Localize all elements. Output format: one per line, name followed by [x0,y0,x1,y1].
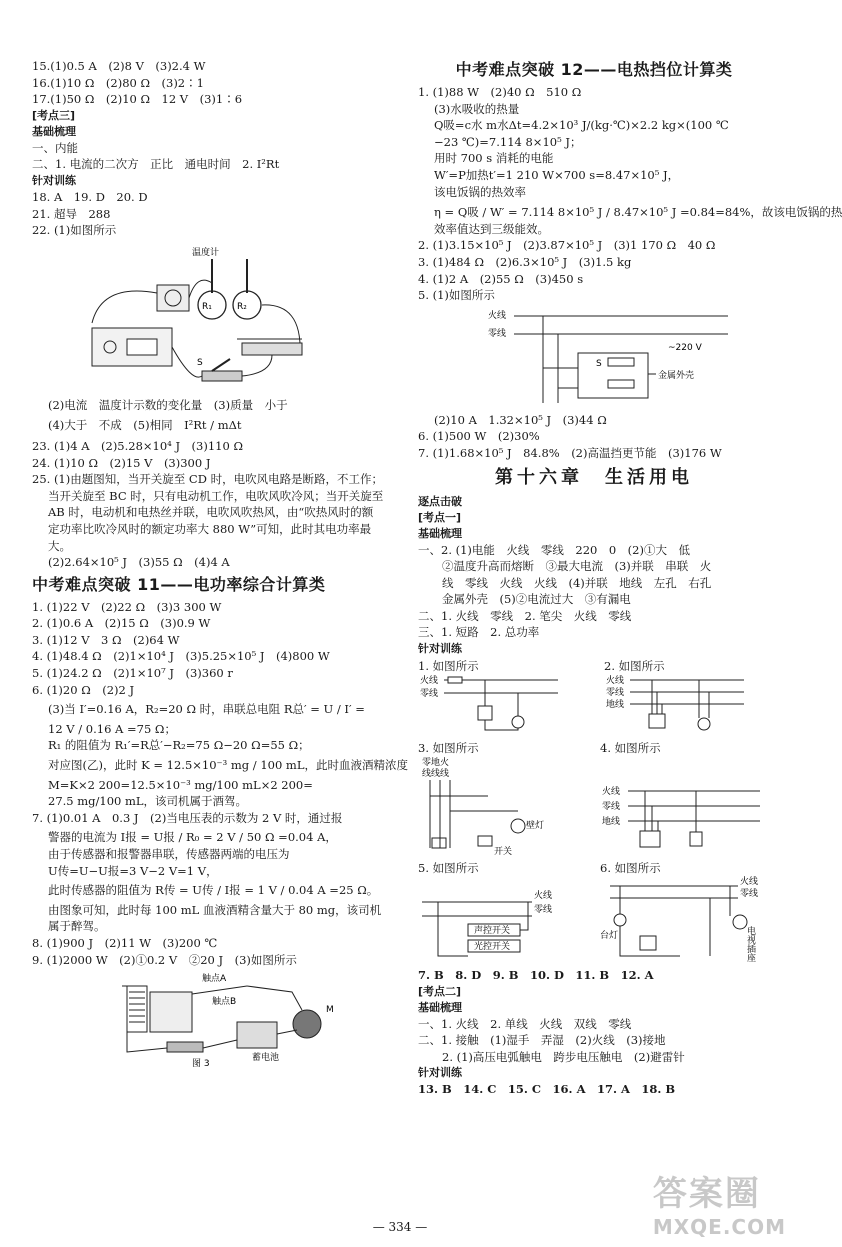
answer-line: ②温度升高而熔断 ③最大电流 (3)并联 串联 火 [442,559,712,574]
wiring-diagram [418,876,568,962]
answer-line: 15.(1)0.5 A (2)8 V (3)2.4 W [32,59,206,73]
chapter-title: 第十六章 生活用电 [495,466,693,488]
figure-label: 6. 如图所示 [600,861,661,876]
watermark-url: MXQE.COM [652,1215,786,1239]
svg-text:S: S [596,358,602,369]
fire-wire-label: 火线 [602,787,621,798]
section-tag: [考点一] [418,510,462,524]
zero-wire-label: 零线 [534,905,553,916]
answer-line: 二、1. 火线 零线 2. 笔尖 火线 零线 [418,608,632,623]
wiring-figure-4 [600,741,770,859]
answer-line: 警器的电流为 I报 = U报 / R₀ = 2 V / 50 Ω =0.04 A， [48,830,337,845]
section-tag: [考点二] [418,984,462,998]
battery-label: 蓄电池 [252,1053,280,1064]
svg-text:S: S [197,357,203,368]
figure-label: 1. 如图所示 [418,659,479,674]
wiring-figure-6 [600,861,770,965]
answer-line: 12 V / 0.16 A =75 Ω； [48,721,176,736]
answer-line: (2)2.64×10⁵ J (3)55 Ω (4)4 A [48,555,230,570]
answer-line: (4)大于 不成 (5)相同 I²Rt / mΔt [48,418,242,433]
answer-line: 2. (1)高压电弧触电 跨步电压触电 (2)避雷针 [442,1049,685,1064]
figure-row-2 [418,741,770,859]
ground-wire-label: 地线 [602,817,621,828]
answer-line: 7. (1)1.68×10⁵ J 84.8% (2)高温挡更节能 (3)176 W [418,445,722,460]
circuit-diagram [32,243,332,393]
subsection-title: 逐点击破 [418,494,462,508]
answer-line: 1. (1)88 W (2)40 Ω 510 Ω [418,85,582,99]
subsection-title: 针对训练 [418,642,462,656]
page-number: — 334 — [372,1220,428,1234]
answer-line: −23 ℃)=7.114 8×10⁵ J； [434,134,582,149]
answer-line: 3. (1)12 V 3 Ω (2)64 W [32,632,180,647]
wire-labels: 零地火 [422,758,450,769]
figure-label: 4. 如图所示 [600,741,661,756]
answer-line: 6. (1)20 Ω (2)2 J [32,682,135,697]
right-column [418,58,842,1098]
answer-line: 6. (1)500 W (2)30% [418,429,540,444]
fire-wire-label: 火线 [606,676,625,687]
answer-line: 一、1. 火线 2. 单线 火线 双线 零线 [418,1016,632,1031]
answer-line: 二、1. 电流的二次方 正比 通电时间 2. I²Rt [32,157,280,172]
answer-line: 24. (1)10 Ω (2)15 V (3)300 J [32,455,211,470]
section-heading: 中考难点突破 11——电功率综合计算类 [32,574,326,594]
contact-b-label: 触点B [212,997,237,1008]
answer-paragraph: 25. (1)由题图知，当开关旋至 CD 时，电吹风电路是断路，不工作；当开关旋至 BC 时，只有电动机工作，电吹风吹冷风；当开关旋至 AB 时，电动机和电热丝并联，电吹风吹热风，由“吹热风时的额定功率比吹冷风时的额定功率大 880 W”可知，此时其电功率最大。 [32,472,384,553]
watermark-logo: 答案圈 [652,1174,761,1214]
figure-row-3 [418,861,770,965]
subsection-title: 针对训练 [32,173,76,187]
figure-label: 2. 如图所示 [604,659,665,674]
circuit-figure-3 [32,972,384,1068]
answer-line: Q吸=c水 m水Δt=4.2×10³ J/(kg·℃)×2.2 kg×(100 ℃ [434,118,729,133]
section-tag: [考点三] [32,108,76,122]
subsection-title: 基础梳理 [32,124,76,138]
zero-wire-label: 零线 [602,802,621,813]
answer-line: 三、1. 短路 2. 总功率 [418,625,540,640]
answer-line: (3)水吸收的热量 [434,101,520,116]
zero-wire-label: 零线 [740,889,759,900]
answer-line: 7. B 8. D 9. B 10. D 11. B 12. A [418,968,654,983]
answer-line: 13. B 14. C 15. C 16. A 17. A 18. B [418,1082,676,1097]
wiring-diagram [600,756,770,856]
zero-wire-label: 零线 [488,328,507,339]
answer-line: 5. (1)如图所示 [418,288,495,303]
answer-line: 4. (1)48.4 Ω (2)1×10⁴ J (3)5.25×10⁵ J (4)800 W [32,649,330,664]
switch-label: 开关 [494,847,513,858]
answer-line: 该电饭锅的热效率 [434,184,526,199]
zero-wire-label: 零线 [606,688,625,699]
voltage-label: ~220 V [668,342,702,353]
answer-line: W′=P加热t′=1 210 W×700 s=8.47×10⁵ J， [434,167,680,182]
ground-wire-label: 地线 [606,700,625,711]
answer-line: 7. (1)0.01 A 0.3 J (2)当电压表的示数为 2 V 时，通过报 [32,810,343,825]
answer-line: 27.5 mg/100 mL，该司机属于酒驾。 [48,794,248,809]
thermometer-label: 温度计 [192,247,220,258]
wiring-figure-1 [418,659,584,739]
figure-caption: 图 3 [192,1059,210,1070]
answer-line: 由于传感器和报警器串联，传感器两端的电压为 [48,847,290,861]
section-heading: 中考难点突破 12——电热挡位计算类 [455,60,733,79]
answer-line: 此时传感器的阻值为 R传 = U传 / I报 = 1 V / 0.04 A =25 Ω。 [48,883,379,898]
heater-circuit-diagram [488,308,748,408]
relay-circuit-diagram [32,972,372,1068]
light-switch-label: 光控开关 [474,942,511,953]
answer-line: 5. (1)24.2 Ω (2)1×10⁷ J (3)360 r [32,666,233,681]
wiring-diagram [418,674,568,736]
subsection-title: 针对训练 [418,1066,462,1080]
circuit-figure-22 [32,243,384,393]
wire-labels: 线线线 [422,769,450,780]
wiring-diagram [418,756,568,856]
answer-line: (2)10 A 1.32×10⁵ J (3)44 Ω [434,412,607,427]
tv-socket-label: 电视插座 [745,926,755,963]
answer-line: 17.(1)50 Ω (2)10 Ω 12 V (3)1∶6 [32,92,243,107]
answer-line: 金属外壳 (5)②电流过大 ③有漏电 [442,592,631,607]
zero-wire-label: 零线 [420,689,439,700]
fire-wire-label: 火线 [740,877,759,888]
motor-label: M [326,1005,334,1016]
answer-line: 16.(1)10 Ω (2)80 Ω (3)2∶1 [32,75,204,90]
answer-line: 1. (1)22 V (2)22 Ω (3)3 300 W [32,599,222,614]
circuit-figure-5 [418,308,770,408]
svg-text:R₂: R₂ [237,301,247,312]
wall-lamp-label: 壁灯 [526,821,545,832]
subsection-title: 基础梳理 [418,526,462,540]
wiring-diagram [600,876,775,962]
figure-row-1 [418,659,770,739]
answer-line: 效率值达到三级能效。 [434,221,549,236]
figure-label: 5. 如图所示 [418,861,479,876]
wiring-figure-5 [418,861,580,965]
wiring-figure-2 [604,659,770,739]
sound-switch-label: 声控开关 [474,926,511,937]
svg-text:R₁: R₁ [202,301,212,312]
answer-line: R₁ 的阻值为 R₁′=R总′−R₂=75 Ω−20 Ω=55 Ω； [48,738,310,753]
wiring-figure-3 [418,741,580,859]
answer-line: 2. (1)3.15×10⁵ J (2)3.87×10⁵ J (3)1 170 Ω 40 Ω [418,238,716,253]
answer-line: η = Q吸 / W′ = 7.114 8×10⁵ J / 8.47×10⁵ J =0.84=84%，故该电饭锅的热 [434,205,842,220]
answer-line: 18. A 19. D 20. D [32,189,148,204]
left-column [32,58,408,1072]
answer-line: 2. (1)0.6 A (2)15 Ω (3)0.9 W [32,616,211,631]
answer-line: U传=U−U报=3 V−2 V=1 V， [48,863,218,878]
answer-line: 4. (1)2 A (2)55 Ω (3)450 s [418,271,584,286]
desk-lamp-label: 台灯 [600,931,619,942]
answer-line: 线 零线 火线 火线 (4)并联 地线 左孔 右孔 [442,575,712,590]
answer-line: 22. (1)如图所示 [32,223,117,238]
subsection-title: 基础梳理 [418,1000,462,1014]
answer-line: 对应图(乙)，此时 K = 12.5×10⁻³ mg / 100 mL，此时血液酒精浓度 [48,758,408,773]
answer-line: 23. (1)4 A (2)5.28×10⁴ J (3)110 Ω [32,438,243,453]
fire-wire-label: 火线 [488,310,507,321]
fire-wire-label: 火线 [534,891,553,902]
answer-line: (2)电流 温度计示数的变化量 (3)质量 小于 [48,397,288,412]
answer-line: 3. (1)484 Ω (2)6.3×10⁵ J (3)1.5 kg [418,254,632,269]
answer-line: 9. (1)2000 W (2)①0.2 V ②20 J (3)如图所示 [32,952,297,967]
answer-line: M=K×2 200=12.5×10⁻³ mg/100 mL×2 200= [48,777,313,792]
figure-label: 3. 如图所示 [418,741,479,756]
wiring-diagram [604,674,754,736]
answer-line: 一、2. (1)电能 火线 零线 220 0 (2)①大 低 [418,542,690,557]
answer-line: 二、1. 接触 (1)湿手 弄湿 (2)火线 (3)接地 [418,1033,666,1048]
answer-line: 8. (1)900 J (2)11 W (3)200 ℃ [32,935,218,950]
watermark [653,1166,786,1239]
fire-wire-label: 火线 [420,676,439,687]
answer-line: 21. 超导 288 [32,206,111,221]
answer-line: 用时 700 s 消耗的电能 [434,151,554,166]
metal-shell-label: 金属外壳 [658,370,695,381]
answer-line: 由图象可知，此时每 100 mL 血液酒精含量大于 80 mg，该司机属于醉驾。 [48,902,382,934]
contact-a-label: 触点A [202,974,227,985]
answer-line: 一、内能 [32,140,78,155]
answer-line: (3)当 I′=0.16 A，R₂=20 Ω 时，串联总电阻 R总′ = U / I′ = [48,702,365,717]
